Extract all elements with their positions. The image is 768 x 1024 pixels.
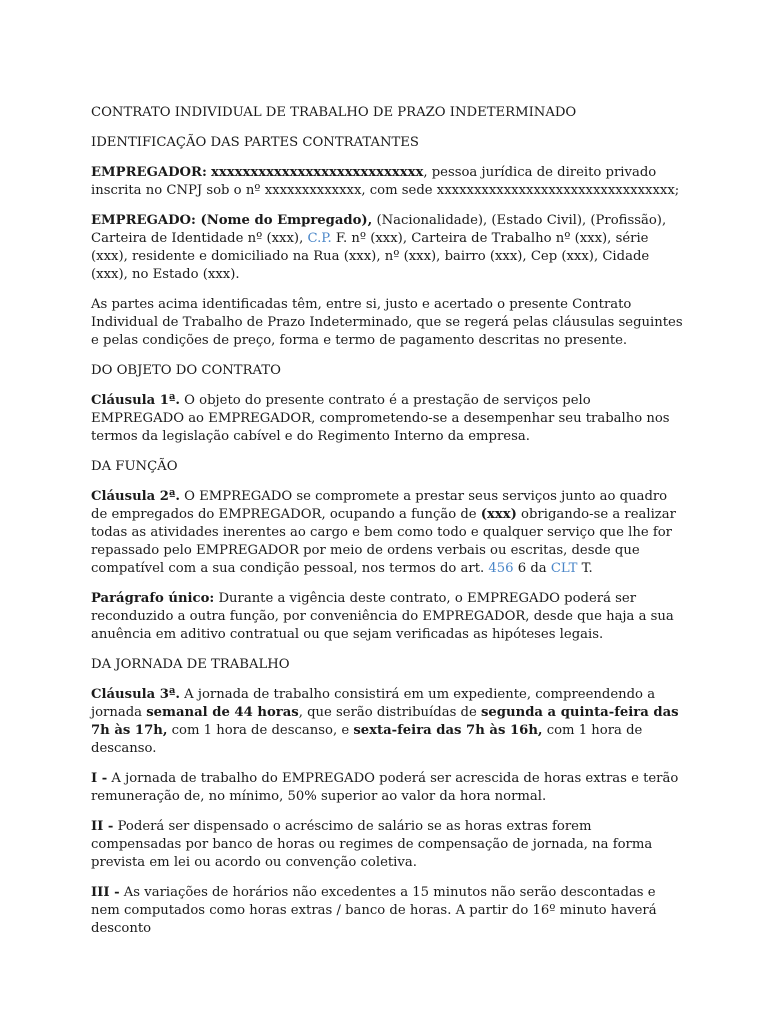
label-clausula-1: Cláusula 1ª.	[91, 393, 180, 408]
clausula-1-text: O objeto do presente contrato é a prestação de serviços pelo EMPREGADO ao EMPREGADOR, comprometendo-se a desempenhar seu trabalho nos termos da legislação cabível e do Regimento Interno da empresa.	[91, 393, 670, 444]
clausula-3-text-1: A jornada de trabalho consistirá em um expediente, compreendendo a jornada	[91, 687, 656, 720]
heading-partes: IDENTIFICAÇÃO DAS PARTES CONTRATANTES	[91, 135, 419, 150]
label-clausula-3: Cláusula 3ª.	[91, 687, 180, 702]
heading-jornada: DA JORNADA DE TRABALHO	[91, 657, 290, 672]
link-clt[interactable]: CLT	[550, 561, 578, 576]
document-title: CONTRATO INDIVIDUAL DE TRABALHO DE PRAZO INDETERMINADO	[91, 105, 577, 120]
clausula-3-text-4: com 1 hora de descanso.	[91, 723, 643, 756]
item-iii-text: As variações de horários não excedentes a 15 minutos não serão descontadas e nem computados como horas extras / banco de horas. A partir do 16º minuto haverá desconto	[91, 885, 657, 936]
clausula-3-text-2: , que serão distribuídas de	[298, 705, 481, 720]
heading-funcao: DA FUNÇÃO	[91, 459, 178, 474]
empregado-text-1: (Nacionalidade), (Estado Civil), (Profissão), Carteira de Identidade nº (xxx),	[91, 213, 667, 246]
paragraph-clausula-2	[91, 488, 683, 578]
paragraph-clausula-1	[91, 392, 683, 446]
paragraph-item-ii	[91, 818, 683, 872]
label-clausula-2: Cláusula 2ª.	[91, 489, 180, 504]
clausula-3-text-3: com 1 hora de descanso, e	[167, 723, 354, 738]
paragraph-unico	[91, 590, 683, 644]
paragraph-item-iii	[91, 884, 683, 938]
clausula-2-text-4: T.	[577, 561, 593, 576]
empregado-text-2: F. nº (xxx), Carteira de Trabalho nº (xxx), série (xxx), residente e domiciliado na Rua (xxx), nº (xxx), bairro (xxx), Cep (xxx), Cidade (xxx), no Estado (xxx).	[91, 231, 650, 282]
link-art-456[interactable]: 456	[488, 561, 514, 576]
label-item-i: I -	[91, 771, 108, 786]
item-ii-text: Poderá ser dispensado o acréscimo de salário se as horas extras forem compensadas por banco de horas ou regimes de compensação de jornada, na forma prevista em lei ou acordo ou convenção coletiva.	[91, 819, 653, 870]
clausula-2-text-1: O EMPREGADO se compromete a prestar seus serviços junto ao quadro de empregados do EMPREGADOR, ocupando a função de	[91, 489, 668, 522]
paragraph-empregador	[91, 164, 683, 200]
label-empregador: EMPREGADOR:	[91, 165, 207, 180]
document-body	[91, 104, 683, 950]
label-paragrafo-unico: Parágrafo único:	[91, 591, 215, 606]
empregador-name: xxxxxxxxxxxxxxxxxxxxxxxxxxx	[211, 165, 424, 180]
clausula-3-bold-2: segunda a quinta-feira das 7h às 17h,	[91, 705, 679, 738]
paragraph-clausula-3	[91, 686, 683, 758]
clausula-2-text-3: 6 da	[513, 561, 551, 576]
clausula-3-bold-3: sexta-feira das 7h às 16h,	[353, 723, 543, 738]
empregador-text: , pessoa jurídica de direito privado inscrita no CNPJ sob o nº xxxxxxxxxxxxx, com sede xxxxxxxxxxxxxxxxxxxxxxxxxxxxxxxx;	[91, 165, 680, 198]
label-empregado: EMPREGADO: (Nome do Empregado),	[91, 213, 373, 228]
paragraph-empregado	[91, 212, 683, 284]
paragrafo-unico-text: Durante a vigência deste contrato, o EMPREGADO poderá ser reconduzido a outra função, por conveniência do EMPREGADOR, desde que haja a sua anuência em aditivo contratual ou que sejam verificadas as hipóteses legais.	[91, 591, 674, 642]
clausula-2-text-2: obrigando-se a realizar todas as atividades inerentes ao cargo e bem como todo e qualquer serviço que lhe for repassado pelo EMPREGADOR por meio de ordens verbais ou escritas, desde que compatível com a sua condição pessoal, nos termos do art.	[91, 507, 676, 576]
label-item-iii: III -	[91, 885, 120, 900]
clausula-2-funcao: (xxx)	[480, 507, 517, 522]
heading-objeto: DO OBJETO DO CONTRATO	[91, 363, 281, 378]
paragraph-partes: As partes acima identificadas têm, entre si, justo e acertado o presente Contrato Individual de Trabalho de Prazo Indeterminado, que se regerá pelas cláusulas seguintes e pelas condições de preço, forma e termo de pagamento descritas no presente.	[91, 297, 683, 348]
paragraph-item-i	[91, 770, 683, 806]
link-cp[interactable]: C.P.	[307, 231, 332, 246]
item-i-text: A jornada de trabalho do EMPREGADO poderá ser acrescida de horas extras e terão remuneração de, no mínimo, 50% superior ao valor da hora normal.	[91, 771, 679, 804]
clausula-3-bold-1: semanal de 44 horas	[146, 705, 299, 720]
label-item-ii: II -	[91, 819, 114, 834]
